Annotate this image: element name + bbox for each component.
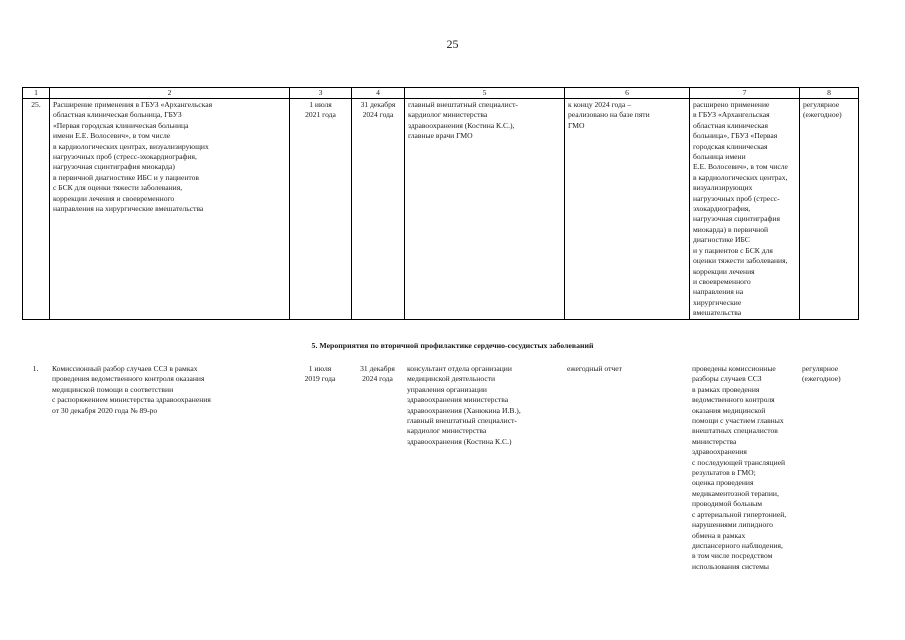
frequency-cell: регулярное (ежегодное)	[802, 364, 841, 384]
column-number-header: 2	[50, 88, 290, 99]
end-date-cell: 31 декабря 2024 года	[360, 364, 395, 384]
column-number-header: 6	[565, 88, 690, 99]
measures-table-continued	[22, 364, 858, 572]
indicator-cell: ежегодный отчет	[567, 364, 622, 373]
measures-table	[22, 87, 859, 320]
start-date-cell: 1 июля 2019 года	[304, 364, 336, 384]
table-row	[23, 99, 859, 320]
page-number: 25	[446, 37, 459, 51]
responsible-cell: консультант отдела организации медицинской деятельности управления организации здравоохранения министерства здравоохранения (Ханюкина И.В.), главный внештатный специалист- кардиолог министерства здравоохранения (Костина К.С.)	[407, 364, 521, 446]
table-row	[22, 364, 858, 572]
start-date-cell: 1 июля 2021 года	[290, 99, 352, 320]
result-cell: расширено применение в ГБУЗ «Архангельская областная клиническая больница», ГБУЗ «Первая городская клиническая больница имени Е.Е. Волосевич», в том числе в кардиологических центрах, визуализирующих нагрузочных проб (стресс- эхокардиография, нагрузочная сцинтиграфия миокарда) в первичной диагностике ИБС и у пациентов с БСК для оценки тяжести заболевания, коррекции лечения и своевременного направления на хирургические вмешательства	[690, 99, 800, 320]
column-number-header: 3	[290, 88, 352, 99]
column-number-header: 5	[405, 88, 565, 99]
end-date-cell: 31 декабря 2024 года	[352, 99, 405, 320]
frequency-cell: регулярное (ежегодное)	[800, 99, 859, 320]
column-number-header: 7	[690, 88, 800, 99]
column-number-header: 8	[800, 88, 859, 99]
row-number: 1.	[32, 364, 39, 373]
responsible-cell: главный внештатный специалист- кардиолог министерства здравоохранения (Костина К.С.), главные врачи ГМО	[405, 99, 565, 320]
column-number-header: 1	[23, 88, 50, 99]
activity-cell: Расширение применения в ГБУЗ «Архангельская областная клиническая больница, ГБУЗ «Первая городская клиническая больница имени Е.Е. Волосевич», в том числе в кардиологических центрах, визуализирующих нагрузочных проб (стресс-эхокардиография, нагрузочная сцинтиграфия миокарда) в первичной диагностике ИБС и у пациентов с БСК для оценки тяжести заболевания, коррекции лечения и своевременного направления на хирургические вмешательства	[50, 99, 290, 320]
column-number-header-row	[23, 88, 859, 99]
row-number: 25.	[23, 99, 50, 320]
section-title: 5. Мероприятия по вторичной профилактике сердечно-сосудистых заболеваний	[311, 341, 594, 350]
column-number-header: 4	[352, 88, 405, 99]
result-cell: проведены комиссионные разборы случаев ССЗ в рамках проведения ведомственного контроля оказания медицинской помощи с участием главных внештатных специалистов министерства здравоохранения с последующей трансляцией результатов в ГМО; оценка проведения медикаментозной терапии, проводимой больным с артериальной гипертонией, нарушениями липидного обмена в рамках диспансерного наблюдения, в том числе посредством использования системы	[692, 364, 787, 571]
activity-cell: Комиссионный разбор случаев ССЗ в рамках проведения ведомственного контроля оказания медицинской помощи в соответствии с распоряжением министерства здравоохранения от 30 декабря 2020 года № 89-ро	[52, 364, 211, 415]
indicator-cell: к концу 2024 года – реализовано на базе пяти ГМО	[565, 99, 690, 320]
